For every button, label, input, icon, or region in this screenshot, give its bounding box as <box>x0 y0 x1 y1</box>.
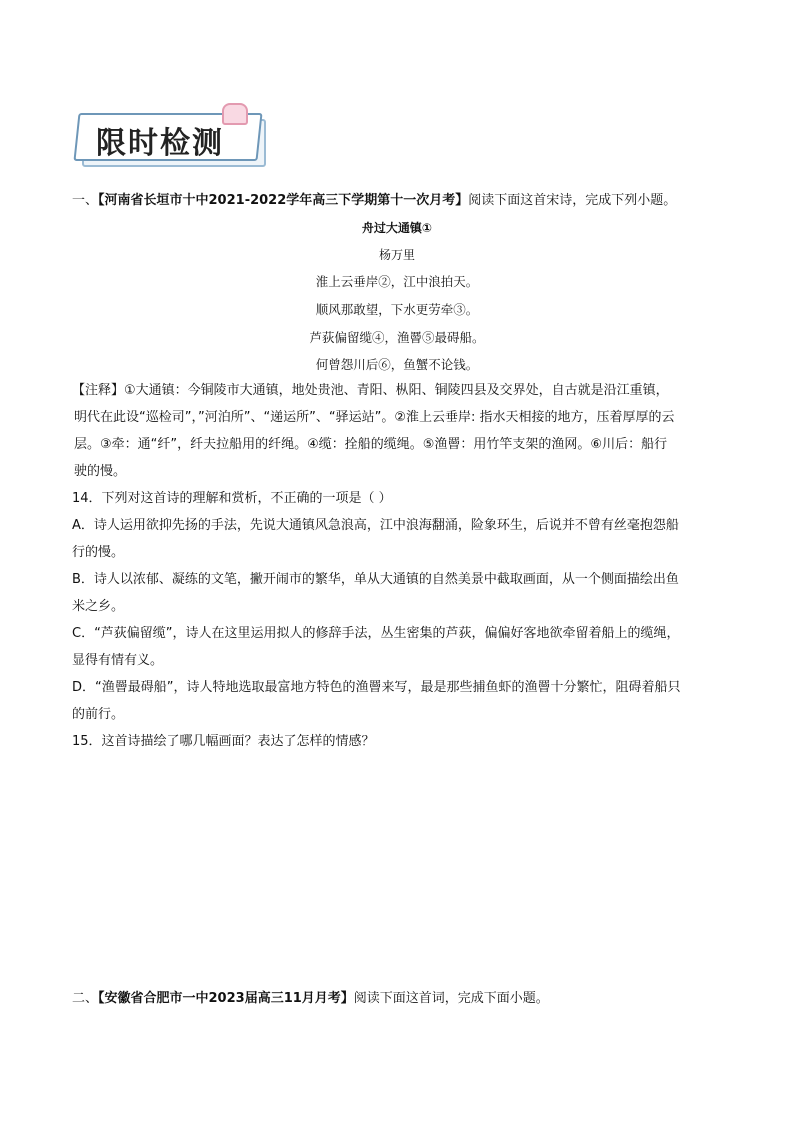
poem-line: 淮上云垂岸②，江中浪拍天。 <box>315 274 479 289</box>
poem-title: 舟过大通镇① <box>361 221 433 235</box>
option-d-line1: D．“渔罾最碍船”，诗人特地选取最富地方特色的渔罾来写，最是那些捕鱼虾的渔罾十分繁忙，阻碍着船只 <box>72 680 681 695</box>
poem-line: 芦荻偏留缆④，渔罾⑤最碍船。 <box>309 330 485 345</box>
option-b-line2: 米之乡。 <box>72 599 125 614</box>
poem-author: 杨万里 <box>378 248 415 262</box>
question-14 <box>72 485 726 755</box>
option-b-line1: B．诗人以浓郁、凝练的文笔，撇开闹市的繁华，单从大通镇的自然美景中截取画面，从一个侧面描绘出鱼 <box>72 572 679 587</box>
paper-clip-icon <box>222 103 248 125</box>
poem-line: 何曾怨川后⑥，鱼蟹不论钱。 <box>315 357 479 372</box>
option-c-line1: C．“芦荻偏留缆”，诗人在这里运用拟人的修辞手法，丛生密集的芦荻，偏偏好客地欲牵留着船上的缆绳， <box>72 626 680 641</box>
note-line: 【注释】①大通镇：今铜陵市大通镇，地处贵池、青阳、枞阳、铜陵四县及交界处，自古就是沿江重镇， <box>72 383 669 398</box>
option-a-line2: 行的慢。 <box>72 545 125 560</box>
group-number: 二、 <box>72 991 99 1006</box>
group-instruction: 阅读下面这首宋诗，完成下列小题。 <box>468 193 677 208</box>
question-stem: 14．下列对这首诗的理解和赏析，不正确的一项是（ ） <box>72 491 392 506</box>
option-c-line2: 显得有情有义。 <box>72 653 164 668</box>
group-source: 【河南省长垣市十中2021-2022学年高三下学期第十一次月考】 <box>98 193 469 208</box>
option-d-line2: 的前行。 <box>72 707 125 722</box>
option-a-line1: A．诗人运用欲抑先扬的手法，先说大通镇风急浪高，江中浪海翻涌，险象环生，后说并不曾有丝毫抱怨船 <box>72 518 679 533</box>
group-number: 一、 <box>72 193 99 208</box>
group-instruction: 阅读下面这首词，完成下面小题。 <box>353 991 549 1006</box>
banner-title: 限时检测 <box>96 126 224 161</box>
annotation-notes <box>72 377 726 485</box>
question-15-stem: 15．这首诗描绘了哪几幅画面？表达了怎样的情感？ <box>72 734 375 749</box>
question-group-2-header <box>72 989 549 1009</box>
note-line: 明代在此设“巡检司”，”河泊所”、“递运所”、“驿运站”。②淮上云垂岸: 指水天相接的地方，压着厚厚的云 <box>74 410 675 425</box>
question-group-1-header <box>72 191 676 211</box>
poem-line: 顺风那敢望，下水更劳牵③。 <box>315 302 479 317</box>
group-source: 【安徽省合肥市一中2023届高三11月月考】 <box>98 991 354 1006</box>
note-line: 驶的慢。 <box>74 464 127 479</box>
section-banner <box>72 103 262 161</box>
note-line: 层。③牵：通“纤”，纤夫拉船用的纤绳。④缆：拴船的缆绳。⑤渔罾：用竹竿支架的渔网。⑥川后：船行 <box>74 437 668 452</box>
